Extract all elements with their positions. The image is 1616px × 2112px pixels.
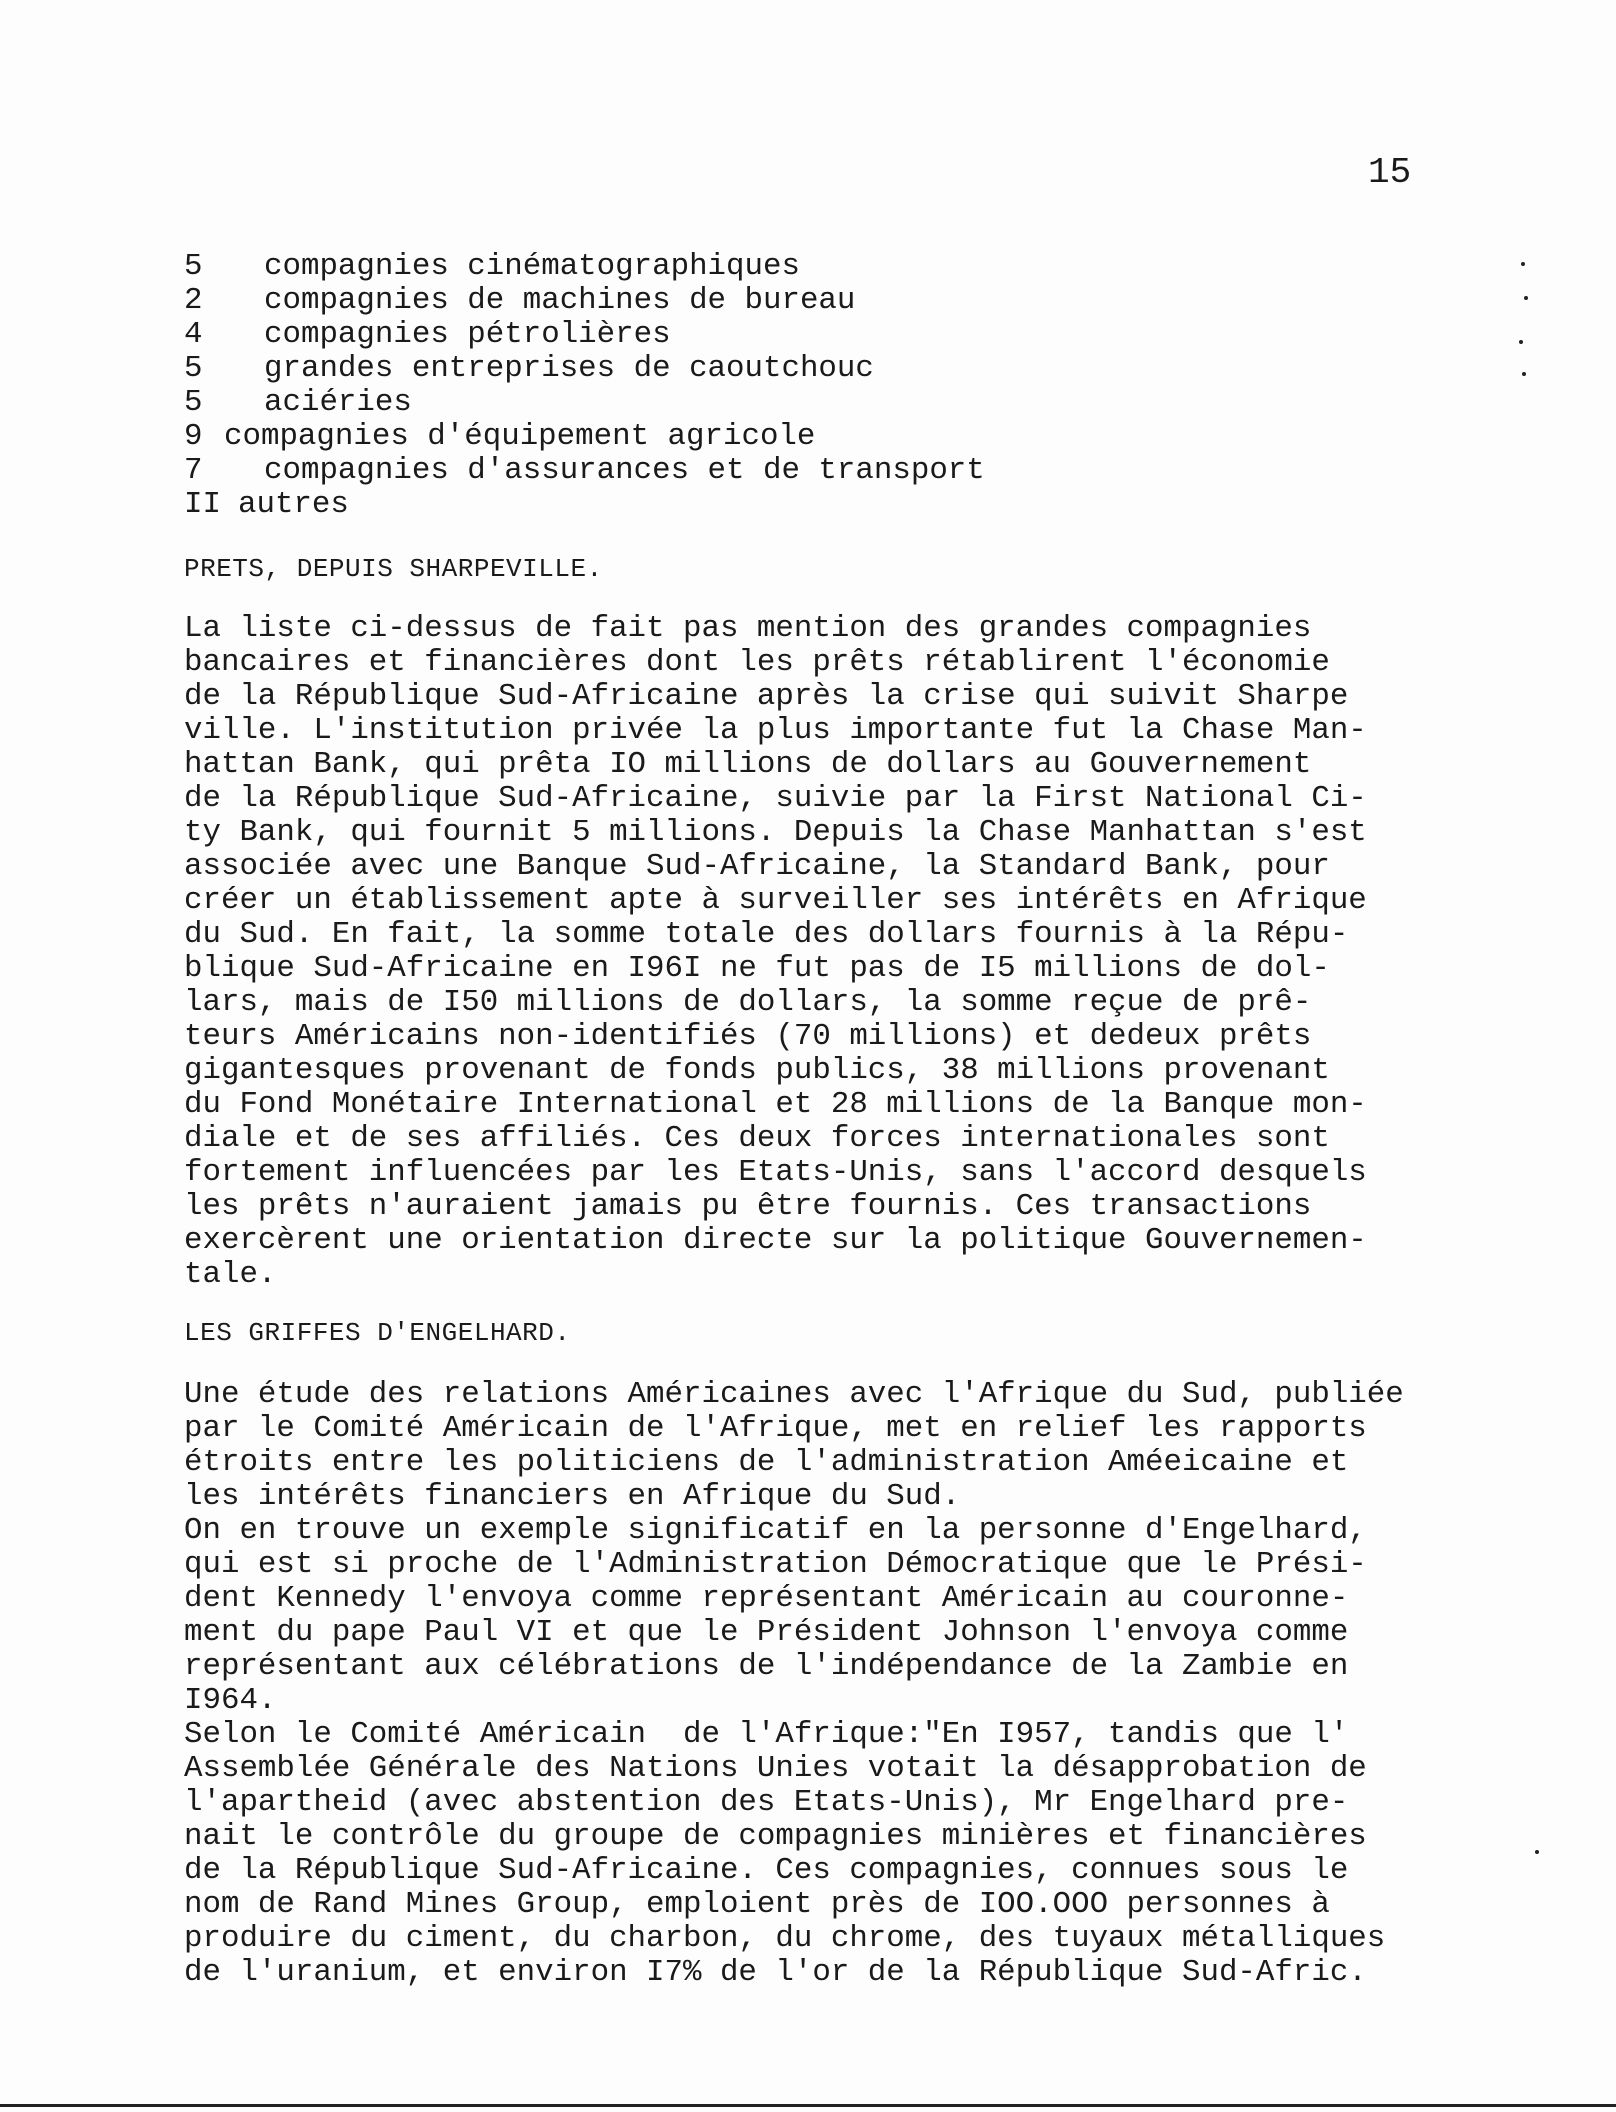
list-item-count: 5 (184, 351, 203, 386)
text-line: produire du ciment, du charbon, du chrome, des tuyaux métalliques (184, 1921, 1386, 1956)
company-list (184, 250, 985, 522)
margin-mark (1521, 262, 1525, 266)
list-item-label: compagnies de machines de bureau (264, 283, 856, 318)
text-line: Selon le Comité Américain de l'Afrique:"En I957, tandis que l' (184, 1717, 1349, 1752)
list-item-label: autres (238, 487, 349, 522)
text-line: I964. (184, 1683, 277, 1718)
text-line: On en trouve un exemple significatif en la personne d'Engelhard, (184, 1513, 1367, 1548)
page-number: 15 (1368, 152, 1412, 193)
section-heading-prets: PRETS, DEPUIS SHARPEVILLE. (184, 554, 603, 584)
margin-mark (1522, 372, 1526, 376)
list-item (184, 318, 985, 352)
text-line: dent Kennedy l'envoya comme représentant Américain au couronne- (184, 1581, 1349, 1616)
text-line: de la République Sud-Africaine. Ces compagnies, connues sous le (184, 1853, 1349, 1888)
text-line: tale. (184, 1257, 277, 1292)
list-item-count: 5 (184, 385, 203, 420)
text-line: les intérêts financiers en Afrique du Sud. (184, 1479, 961, 1514)
text-line: de l'uranium, et environ I7% de l'or de la République Sud-Afric. (184, 1955, 1367, 1990)
text-line: La liste ci-dessus de fait pas mention des grandes compagnies (184, 611, 1312, 646)
list-item (184, 284, 985, 318)
text-line: ville. L'institution privée la plus importante fut la Chase Man- (184, 713, 1367, 748)
list-item-count: II (184, 487, 221, 522)
text-line: étroits entre les politiciens de l'administration Améeicaine et (184, 1445, 1349, 1480)
text-line: ment du pape Paul VI et que le Président Johnson l'envoya comme (184, 1615, 1349, 1650)
text-line: de la République Sud-Africaine, suivie par la First National Ci- (184, 781, 1367, 816)
text-line: exercèrent une orientation directe sur la politique Gouvernemen- (184, 1223, 1367, 1258)
list-item-count: 5 (184, 249, 203, 284)
text-line: gigantesques provenant de fonds publics, 38 millions provenant (184, 1053, 1330, 1088)
list-item-label: aciéries (264, 385, 412, 420)
text-line: diale et de ses affiliés. Ces deux forces internationales sont (184, 1121, 1330, 1156)
section-heading-engelhard: LES GRIFFES D'ENGELHARD. (184, 1318, 571, 1348)
list-item-label: grandes entreprises de caoutchouc (264, 351, 874, 386)
text-line: hattan Bank, qui prêta IO millions de dollars au Gouvernement (184, 747, 1312, 782)
list-item-count: 7 (184, 453, 203, 488)
margin-mark (1519, 340, 1523, 344)
text-line: l'apartheid (avec abstention des Etats-Unis), Mr Engelhard pre- (184, 1785, 1349, 1820)
list-item-count: 2 (184, 283, 203, 318)
paragraph-engelhard (184, 1378, 1404, 1990)
list-item-count: 4 (184, 317, 203, 352)
list-item-label: compagnies cinématographiques (264, 249, 800, 284)
text-line: de la République Sud-Africaine après la crise qui suivit Sharpe (184, 679, 1349, 714)
page-bottom-edge (0, 2104, 1616, 2107)
list-item (184, 488, 985, 522)
text-line: bancaires et financières dont les prêts rétablirent l'économie (184, 645, 1330, 680)
margin-mark (1535, 1850, 1539, 1854)
text-line: représentant aux célébrations de l'indépendance de la Zambie en (184, 1649, 1349, 1684)
margin-mark (1524, 296, 1528, 300)
text-line: associée avec une Banque Sud-Africaine, la Standard Bank, pour (184, 849, 1330, 884)
text-line: fortement influencées par les Etats-Unis, sans l'accord desquels (184, 1155, 1367, 1190)
text-line: qui est si proche de l'Administration Démocratique que le Prési- (184, 1547, 1367, 1582)
list-item (184, 386, 985, 420)
text-line: Une étude des relations Américaines avec l'Afrique du Sud, publiée (184, 1377, 1404, 1412)
list-item-count: 9 (184, 419, 203, 454)
list-item-label: compagnies d'équipement agricole (224, 419, 816, 454)
text-line: les prêts n'auraient jamais pu être fournis. Ces transactions (184, 1189, 1312, 1224)
list-item-label: compagnies pétrolières (264, 317, 671, 352)
paragraph-prets (184, 612, 1367, 1292)
text-line: Assemblée Générale des Nations Unies votait la désapprobation de (184, 1751, 1367, 1786)
text-line: du Sud. En fait, la somme totale des dollars fournis à la Répu- (184, 917, 1349, 952)
text-line: teurs Américains non-identifiés (70 millions) et dedeux prêts (184, 1019, 1312, 1054)
list-item (184, 454, 985, 488)
list-item (184, 250, 985, 284)
text-line: blique Sud-Africaine en I96I ne fut pas de I5 millions de dol- (184, 951, 1330, 986)
text-line: nait le contrôle du groupe de compagnies minières et financières (184, 1819, 1367, 1854)
list-item (184, 420, 985, 454)
text-line: nom de Rand Mines Group, emploient près de IOO.OOO personnes à (184, 1887, 1330, 1922)
text-line: lars, mais de I50 millions de dollars, la somme reçue de prê- (184, 985, 1312, 1020)
text-line: créer un établissement apte à surveiller ses intérêts en Afrique (184, 883, 1367, 918)
text-line: ty Bank, qui fournit 5 millions. Depuis la Chase Manhattan s'est (184, 815, 1367, 850)
text-line: du Fond Monétaire International et 28 millions de la Banque mon- (184, 1087, 1367, 1122)
text-line: par le Comité Américain de l'Afrique, met en relief les rapports (184, 1411, 1367, 1446)
list-item (184, 352, 985, 386)
list-item-label: compagnies d'assurances et de transport (264, 453, 985, 488)
